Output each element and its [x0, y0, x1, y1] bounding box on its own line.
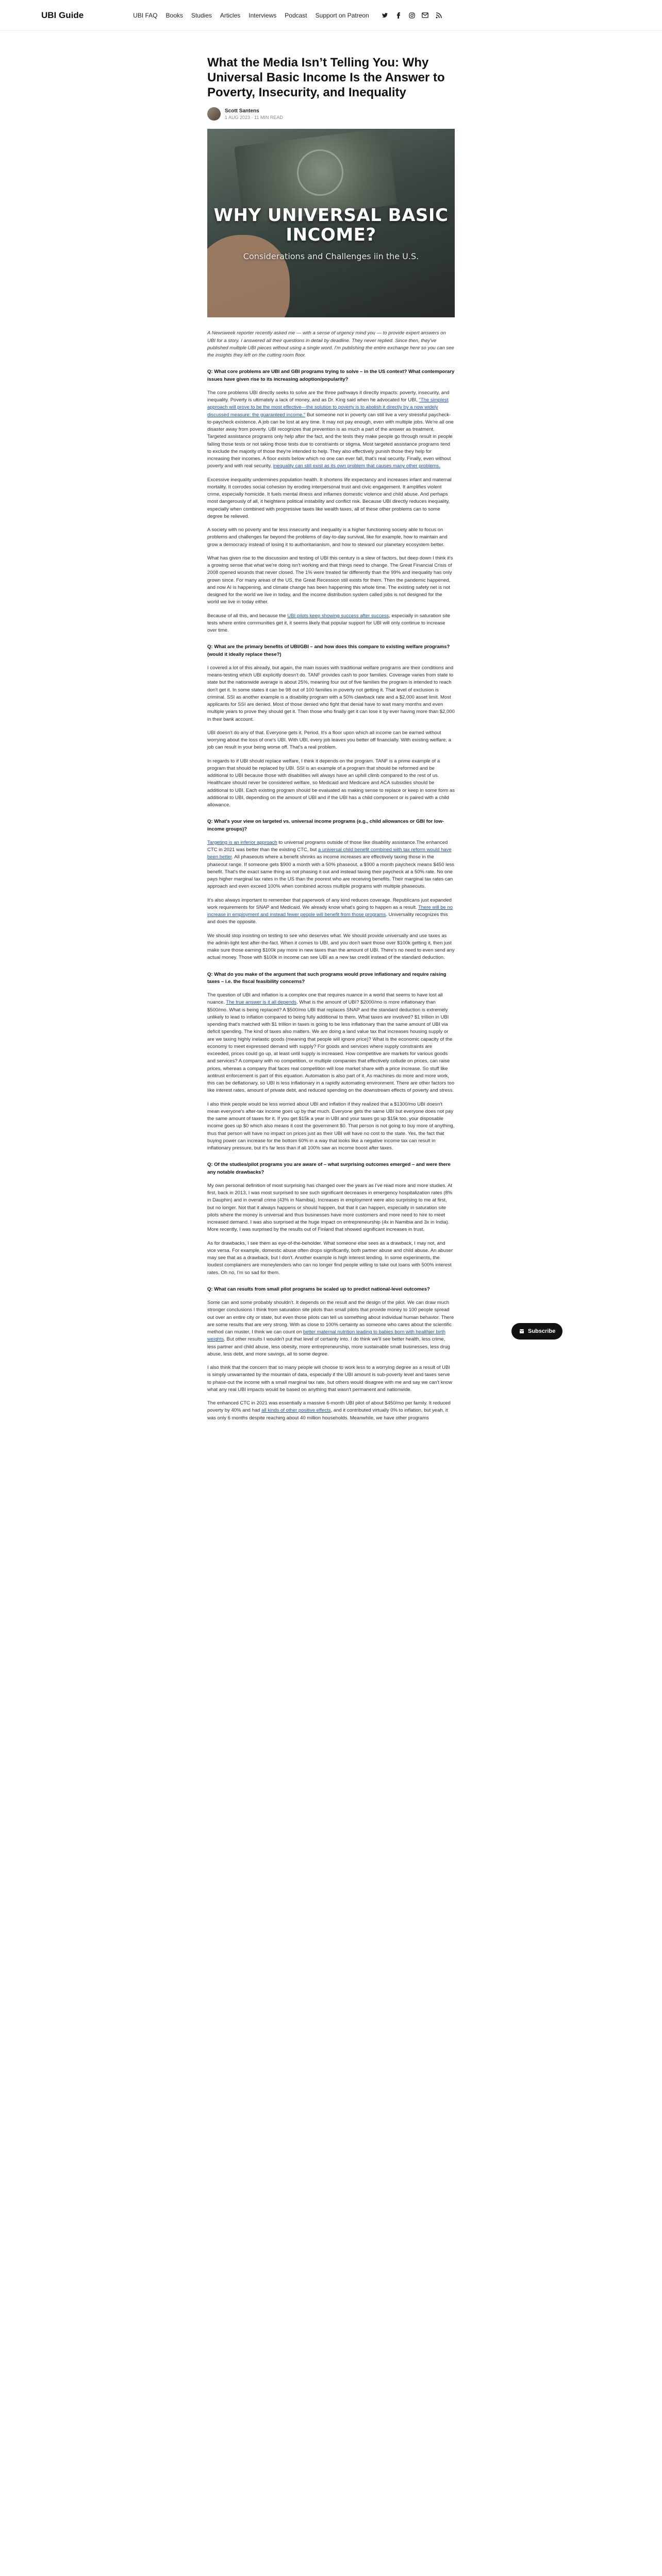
rss-icon[interactable]	[435, 12, 442, 19]
email-icon[interactable]	[422, 12, 429, 19]
text: . But other results I wouldn't put that level of certainty into. I do think we'll see better health, less crime, less partner and child abuse, less obesity, more entrepreneurship, more sustainable small businesses, less drug abuse, less debt, and more savings, all to some degree.	[207, 1336, 450, 1357]
question-4: Q: What do you make of the argument that such programs would prove inflationary and require raising taxes – i.e. the fiscal feasibility concerns?	[207, 971, 446, 985]
question-6: Q: What can results from small pilot programs be scaled up to predict national-level outcomes?	[207, 1286, 430, 1292]
text: Some can and some probably shouldn't. It depends on the result and the design of the pilot. We can draw much stronger conclusions I think from saturation site pilots than small pilots that provide money to 100 people spread out over an entire city or state, but even those pilots can tell us something about individual human behavior. There are some results that are very strong. With as close to 100% certainty as someone who cares about the scientific method can muster, I think we can count on	[207, 1300, 454, 1335]
paragraph	[207, 839, 455, 891]
paragraph	[207, 1299, 455, 1358]
subscribe-icon	[519, 1328, 525, 1334]
inequality-link[interactable]: inequality can still exist as its own problem that causes many other problems.	[273, 463, 440, 469]
nav-interviews[interactable]: Interviews	[249, 11, 277, 19]
author-name[interactable]: Scott Santens	[225, 108, 259, 114]
text: But someone not in poverty can still live a very stressful paycheck-to-paycheck existence. A job can be lost at any time. It may not pay enough, even with multiple jobs. We're all one disaster away from poverty. UBI recognizes that prevention is as much a part of the answer as treatment. Targeted assistance programs only help after the fact, and the tests they make people go through result in people falling those tests or not taking those tests due to constraints or stigma. Most targeted assistance programs tend to exclude the majority of those they're intended to help. They also effectively punish those they help for increasing their incomes. A floor exists below which no one can ever fall, that's real security. Finally, even without poverty and with real security,	[207, 412, 454, 469]
byline-text	[225, 108, 283, 120]
author-avatar[interactable]	[207, 107, 221, 121]
hero-title: WHY UNIVERSAL BASIC INCOME?	[213, 205, 449, 245]
nav-support-on-patreon[interactable]: Support on Patreon	[315, 11, 369, 19]
text: The enhanced CTC in 2021 was essentially a massive 6-month UBI pilot of about $450/mo per family. It reduced poverty by 40% and had	[207, 1400, 451, 1414]
paragraph	[207, 992, 455, 1095]
hero-subtitle: Considerations and Challenges iin the U.S.	[243, 251, 419, 262]
ubi-pilots-link[interactable]: UBI pilots keep showing success after success	[287, 613, 389, 619]
paragraph: I also think that the concern that so many people will choose to work less to a worrying degree as a result of UBI is simply unwarranted by the mountain of data, especially if the UBI amount is sub-poverty level and taxes serve to phase-out the income with a small marginal tax rate, but others would disagree with me and say we can't know what any real UBI impacts would be based on anything that wasn't permanent and nationwide.	[207, 1365, 452, 1393]
paragraph: We should stop insisting on testing to see who deserves what. We should provide universally and use taxes as the admin-light test after-the-fact. When it comes to UBI, and you don't want those over $100k getting it, then just make sure those earning $100k pay more in new taxes than the amount of UBI. There's no need to even send any actual money. Those with $100k in income can see UBI as a new tax credit instead of the standard deduction.	[207, 933, 455, 961]
paragraph: I also think people would be less worried about UBI and inflation if they realized that a $1300/mo UBI doesn't mean everyone's after-tax income goes up by that much. Everyone gets the same UBI but everyone does not pay the same amount of taxes for it. If you get $15k a year in UBI and your taxes go up $15k too, your disposable income goes up $0 which also means it cost the government $0. That person is not going to buy more of anything, thus that person will have no impact on prices just as their UBI will have no cost to the state. Yes, the fact that buying power can increase for the bottom 60% in a way that looks like a negative income tax can result in inflationary pressure, but it's far less than if all 100% saw an income boost after taxes.	[207, 1101, 455, 1151]
hero-image	[207, 129, 455, 317]
main-nav	[133, 12, 369, 19]
publish-meta: 1 AUG 2023 · 11 MIN READ	[225, 114, 283, 120]
text: . All phaseouts where a benefit shrinks as income increases are effectively taxing those in the phaseout range. If someone gets $900 a month with a 50% phaseout, a $900 a month paycheck means $450 less benefit. That's the exact same thing as not phasing it out and instead taxing their paycheck at a 50% rate. No one pays higher marginal tax rates in the US than the poorest who are receiving benefits. Their marginal tax rates can approach and even exceed 100% when combined across multiple programs with multiple phaseouts.	[207, 854, 455, 890]
site-logo[interactable]: UBI Guide	[41, 10, 84, 20]
paragraph	[207, 1400, 455, 1422]
intro-paragraph: A Newsweek reporter recently asked me — with a sense of urgency mind you — to provide expert answers on UBI for a story. I answered all their questions in detail by deadline. They never replied. Since then, they've published multiple UBI pieces without using a single word. I'm publishing the entire exchange here so you can see the insights they left on the cutting room floor.	[207, 330, 454, 359]
text: to universal programs outside of those like disability assistance.The enhanced CTC in 2021 was better than the existing CTC, but	[207, 839, 448, 853]
text: . What is the amount of UBI? $2000/mo is more inflationary than $500/mo. What is being replaced? A $500/mo UBI that replaces SNAP and the standard deduction is extremely unlikely to lead to inflation compared to being fully additional to them. What taxes are involved? $1 trillion in UBI spending that's matched with $1 trillion in taxes is going to be less inflationary than the same amount of UBI via deficit spending. The kind of taxes also matters. We are doing a land value tax that increases housing supply or are we taxing highly inelastic goods (meaning that people will ignore price)? What is the economic capacity of the economy to meet expressed demand with supply? For goods and services where supply constraints are exceeded, prices could go up, at least until supply is increased. How competitive are markets for various goods and services? A company with no competition, or multiple companies that effectively collude on prices, can raise prices, whereas a company that faces real competition will lose market share with a price increase. So stuff like antitrust enforcement is part of this equation. Automation is also part of it. As machines do more and more work, this can be deflationary, so UBI is less inflationary in a rapidly automating environment. There are other factors too like interest rates, amount of private debt, and reduced spending on the downstream effects of poverty and stress.	[207, 999, 455, 1094]
paragraph: A society with no poverty and far less insecurity and inequality is a higher functioning society able to focus on problems and challenges far beyond the problems of day-to-day survival, like for example, how to maintain and grow a democracy instead of losing it to authoritarianism, and how to steward our planetary ecosystem better.	[207, 527, 448, 548]
universal-child-benefit-link[interactable]: a universal child benefit combined with tax reform would have been better	[207, 847, 452, 860]
paragraph: In regards to if UBI should replace welfare, I think it depends on the program. TANF is a prime example of a program that should be replaced by UBI. SSI is an example of a program that should be reformed and be additional to UBI because those with disabilities will always have an uphill climb compared to the rest of us. Healthcare should never be considered welfare, so Medicaid and Medicare and ACA subsidies should be additional to UBI. Each existing program should be evaluated as making sense to replace or keep in some form as additional to UBI, depending on the amount of UBI and if the UBI has a child component or is paired with a child allowance.	[207, 758, 455, 808]
twitter-icon[interactable]	[382, 12, 389, 19]
paragraph: UBI doesn't do any of that. Everyone gets it. Period. It's a floor upon which all income can be earned without worrying about the loss of one's UBI. With UBI, every job leaves you better off financially. With existing welfare, a job can result in your being worse off. That's a real problem.	[207, 730, 451, 751]
paragraph: As for drawbacks, I see them as eye-of-the-beholder. What someone else sees as a drawback, I may not, and vice versa. For example, domestic abuse often drops significantly, both partner abuse and child abuse. An abuser may see that as a drawback, but I don't. Another example is high interest lending. In some experiments, the loudest complainers are moneylenders who can no longer find people willing to take out loans with 500% interest rates. Oh no, I'm so sad for them.	[207, 1240, 453, 1276]
question-3: Q: What's your view on targeted vs. universal income programs (e.g., child allowances or GBI for low-income groups)?	[207, 819, 444, 832]
subscribe-button[interactable]	[511, 1323, 562, 1340]
instagram-icon[interactable]	[408, 12, 416, 19]
text: The core problems UBI directly seeks to solve are the three pathways it directly impacts: poverty, insecurity, and inequality. Poverty is ultimately a lack of money, and as Dr. King said when he advocated for UBI,	[207, 389, 450, 403]
mlk-quote-link[interactable]: "The simplest approach will prove to be the most effective—the solution to poverty is to abolish it directly by a now widely discussed measure: the guaranteed income."	[207, 397, 449, 418]
paragraph: My own personal definition of most surprising has changed over the years as I've read more and more studies. At first, back in 2013, I was most surprised to see such significant decreases in emergency hospitalization rates (8% in Dauphin) and in overall crime (43% in Namibia). Increases in employment were also surprising to me at first, but no longer. Not that it always happens or should happen, but that it can happen, especially in saturation site pilots where the money is universal and thus businesses have more customers and more need to hire to meet increased demand. I was also surprised at the huge impact on entrepreneurship (4x in Namibia and 3x in India). More recently, I was surprised by the results out of Finland that showed significant increases in trust.	[207, 1182, 453, 1233]
nav-books[interactable]: Books	[166, 11, 183, 19]
paragraph	[207, 389, 455, 470]
text: It's also always important to remember that paperwork of any kind reduces coverage. Republicans just expanded work requirements for SNAP and Medicaid. We already know what's going to happen as a result.	[207, 897, 452, 910]
nav-ubi-faq[interactable]: UBI FAQ	[133, 11, 158, 19]
text: . Universality recognizes this and does the opposite.	[207, 912, 448, 925]
paragraph: What has given rise to the discussion and testing of UBI this century is a slew of factors, but deep down I think it's a growing sense that what we're doing isn't working and that things need to change. The Great Financial Crisis of 2008 opened wounds that never closed. The 1% were treated far differently than the 99% and inequality has only grown since. For many areas of the US, the Great Recession still exists for them. Then the pandemic happened, and now AI is happening, and climate change has been happening this whole time. The existing safety net is not designed for the world we live in today, and the income distribution system called jobs is not designed for the world we live in today either.	[207, 555, 453, 605]
maternal-nutrition-link[interactable]: better maternal nutrition leading to babies born with healthier birth weights	[207, 1329, 446, 1343]
text: The question of UBI and inflation is a complex one that requires nuance in a world that seems to have lost all nuance.	[207, 992, 443, 1006]
targeting-inferior-link[interactable]: Targeting is an inferior approach	[207, 839, 277, 845]
nav-podcast[interactable]: Podcast	[285, 11, 307, 19]
text: , especially in saturation site tests where entire communities get it, it seems likely that popular support for UBI will only continue to increase over time.	[207, 613, 451, 634]
hand-graphic	[207, 235, 290, 317]
text: Because of all this, and because the	[207, 613, 288, 619]
nav-studies[interactable]: Studies	[191, 11, 212, 19]
subscribe-label: Subscribe	[528, 1328, 556, 1334]
work-requirements-link[interactable]: There will be no increase in employment and instead fewer people will benefit from those programs	[207, 904, 453, 918]
social-links	[382, 12, 442, 19]
paragraph: I covered a lot of this already, but again, the main issues with traditional welfare programs are their conditions and means-testing which UBI explicitly doesn't do. TANF provides cash to poor families. Coverage varies from state to state but the nationwide average is about 25%, meaning four out of five families the program is intended to reach don't get it. In some states it can be 98 out of 100 families in poverty not getting it. That level of exclusion is criminal. SSI as another example is a disability program with a 50% clawback rate and a $2,000 asset limit. Most applicants for SSI are denied. Most of those denied who fight that denial have to wait many months and even multiple years to prove they should get it. Then those who finally get it can lose it by ever having more than $2,000 in their bank account.	[207, 665, 455, 722]
it-all-depends-link[interactable]: The true answer is it all depends	[226, 999, 297, 1006]
question-1: Q: What core problems are UBI and GBI programs trying to solve – in the US context? What contemporary issues have given rise to its increasing adoption/popularity?	[207, 369, 455, 382]
paragraph: Excessive inequality undermines population health. It shortens life expectancy and increases infant and maternal mortality. It corrodes social cohesion by eroding interpersonal trust and civic engagement. It amplifies violent crime, especially homicide. It fuels mental illness and inflames domestic violence and child abuse. And perhaps most dangerously of all, it heightens political instability and conflict risk. Because UBI directly reduces inequality, especially when combined with progressive taxes like wealth taxes, all of these other problems can to some degree be relieved.	[207, 477, 452, 519]
article	[207, 31, 455, 1449]
ctc-effects-link[interactable]: all kinds of other positive effects	[261, 1408, 331, 1414]
top-navigation	[0, 0, 662, 31]
question-2: Q: What are the primary benefits of UBI/GBI – and how does this compare to existing welfare programs? (would it ideally replace these?)	[207, 644, 450, 657]
article-title: What the Media Isn’t Telling You: Why Universal Basic Income Is the Answer to Poverty, Insecurity, and Inequality	[207, 56, 445, 99]
byline	[207, 107, 455, 121]
paragraph	[207, 897, 455, 926]
nav-articles[interactable]: Articles	[220, 11, 241, 19]
text: , and it contributed virtually 0% to inflation, but yeah, it was only 6 months despite reaching about 40 million households. Meanwhile, we have other programs	[207, 1408, 448, 1421]
question-5: Q: Of the studies/pilot programs you are aware of – what surprising outcomes emerged – and were there any notable drawbacks?	[207, 1162, 451, 1175]
facebook-icon[interactable]	[395, 12, 402, 19]
banknote-seal-graphic	[297, 149, 343, 196]
paragraph	[207, 613, 455, 635]
